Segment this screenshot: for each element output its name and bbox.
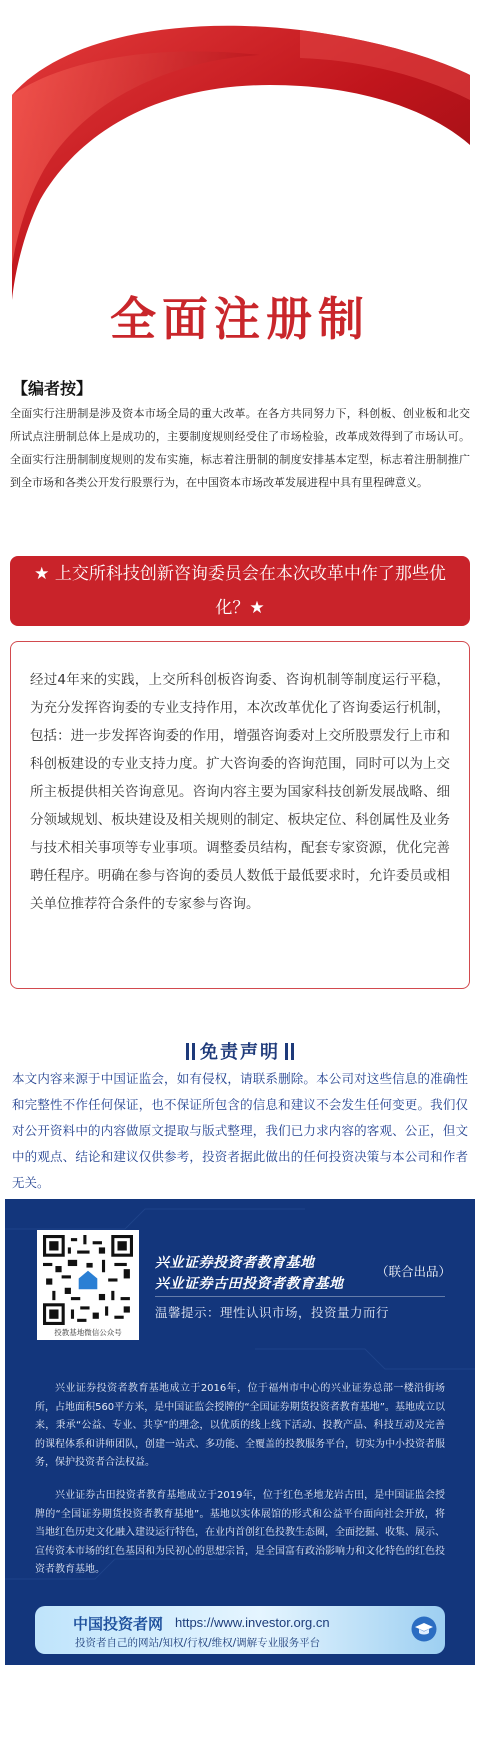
base-intro-1: 兴业证券投资者教育基地成立于2016年，位于福州市中心的兴业证券总部一楼沿街场所，占地面积560平方米，是中国证监会授牌的“全国证券期货投资者教育基地”。基地成立以来，秉承“公益、专业、共享”的理念，以优质的线上线下活动、投教产品、科技互动及完善的课程体系和讲师团队，创建一站式、多功能、全覆盖的投教服务平台，切实为中小投资者服务，保护投资者合法权益。 (35, 1383, 445, 1468)
page-title: 全面注册制 (110, 292, 370, 346)
qr-card[interactable] (37, 1230, 139, 1340)
qr-caption: 投教基地微信公众号 (54, 1328, 122, 1337)
investor-website-banner[interactable] (35, 1606, 445, 1654)
bar-icon (186, 1043, 189, 1060)
base-intro-2: 兴业证券古田投资者教育基地成立于2019年，位于红色圣地龙岩古田，是中国证监会授牌的“全国证券期货投资者教育基地”。基地以实体展馆的形式和公益平台面向社会开放，将当地红色历史文化融入建设运行特色，在业内首创红色投教生态圈，全面挖掘、收集、展示、宣传资本市场的红色基因和为民初心的思想宗旨，是全国富有政治影响力和文化特色的红色投资者教育基地。 (35, 1490, 445, 1575)
answer-text: 经过4年来的实践，上交所科创板咨询委、咨询机制等制度运行平稳，为充分发挥咨询委的专业支持作用，本次改革优化了咨询委运行机制，包括：进一步发挥咨询委的作用，增强咨询委对上交所股票发行上市和科创板建设的专业支持力度。扩大咨询委的咨询范围，同时可以为上交所主板提供相关咨询意见。咨询内容主要为国家科技创新发展战略、细分领域规划、板块建设及相关规则的制定、板块定位、科创属性及业务与技术相关事项等专业事项。调整委员结构，配套专家资源，优化完善聘任程序。明确在参与咨询的委员人数低于最低要求时，允许委员或相关单位推荐符合条件的专家参与咨询。 (30, 672, 450, 912)
qr-code-icon (43, 1235, 133, 1325)
disclaimer-title: 免责声明 (200, 1042, 280, 1063)
banner-url-link[interactable]: https://www.investor.org.cn (175, 1615, 330, 1630)
org-name-2: 兴业证券古田投资者教育基地 (155, 1276, 344, 1292)
banner-site-name: 中国投资者网 (73, 1615, 164, 1633)
investor-education-panel (5, 1199, 475, 1665)
graduation-cap-icon (411, 1616, 437, 1642)
divider (155, 1296, 445, 1297)
disclaimer-heading (0, 1038, 480, 1064)
disclaimer-text: 本文内容来源于中国证监会，如有侵权，请联系删除。本公司对这些信息的准确性和完整性不作任何保证，也不保证所包含的信息和建议不会发生任何变更。我们仅对公开资料中的内容做原文提取与版式整理，我们已力求内容的客观、公正，但文中的观点、结论和建议仅供参考，投资者据此做出的任何投资决策与本公司和作者无关。 (12, 1071, 468, 1190)
bar-icon (285, 1043, 288, 1060)
question-text: ★ 上交所科技创新咨询委员会在本次改革中作了那些优化？★ (34, 564, 446, 618)
editor-note-label: 【编者按】 (12, 379, 93, 398)
warm-tip: 温馨提示：理性认识市场，投资量力而行 (155, 1305, 390, 1320)
editor-note-text: 全面实行注册制是涉及资本市场全局的重大改革。在各方共同努力下，科创板、创业板和北交所试点注册制总体上是成功的，主要制度规则经受住了市场检验，改革成效得到了市场认可。全面实行注册制制度规则的发布实施，标志着注册制的制度安排基本定型，标志着注册制推广到全市场和各类公开发行股票行为，在中国资本市场改革发展进程中具有里程碑意义。 (10, 407, 470, 489)
bar-icon (291, 1043, 294, 1060)
bar-icon (192, 1043, 195, 1060)
joint-production-label: （联合出品） (376, 1264, 452, 1279)
question-banner (10, 556, 470, 626)
org-name-1: 兴业证券投资者教育基地 (155, 1255, 315, 1271)
hero-banner (0, 0, 480, 370)
banner-slogan: 投资者自己的网站/知权/行权/维权/调解专业服务平台 (75, 1637, 321, 1649)
